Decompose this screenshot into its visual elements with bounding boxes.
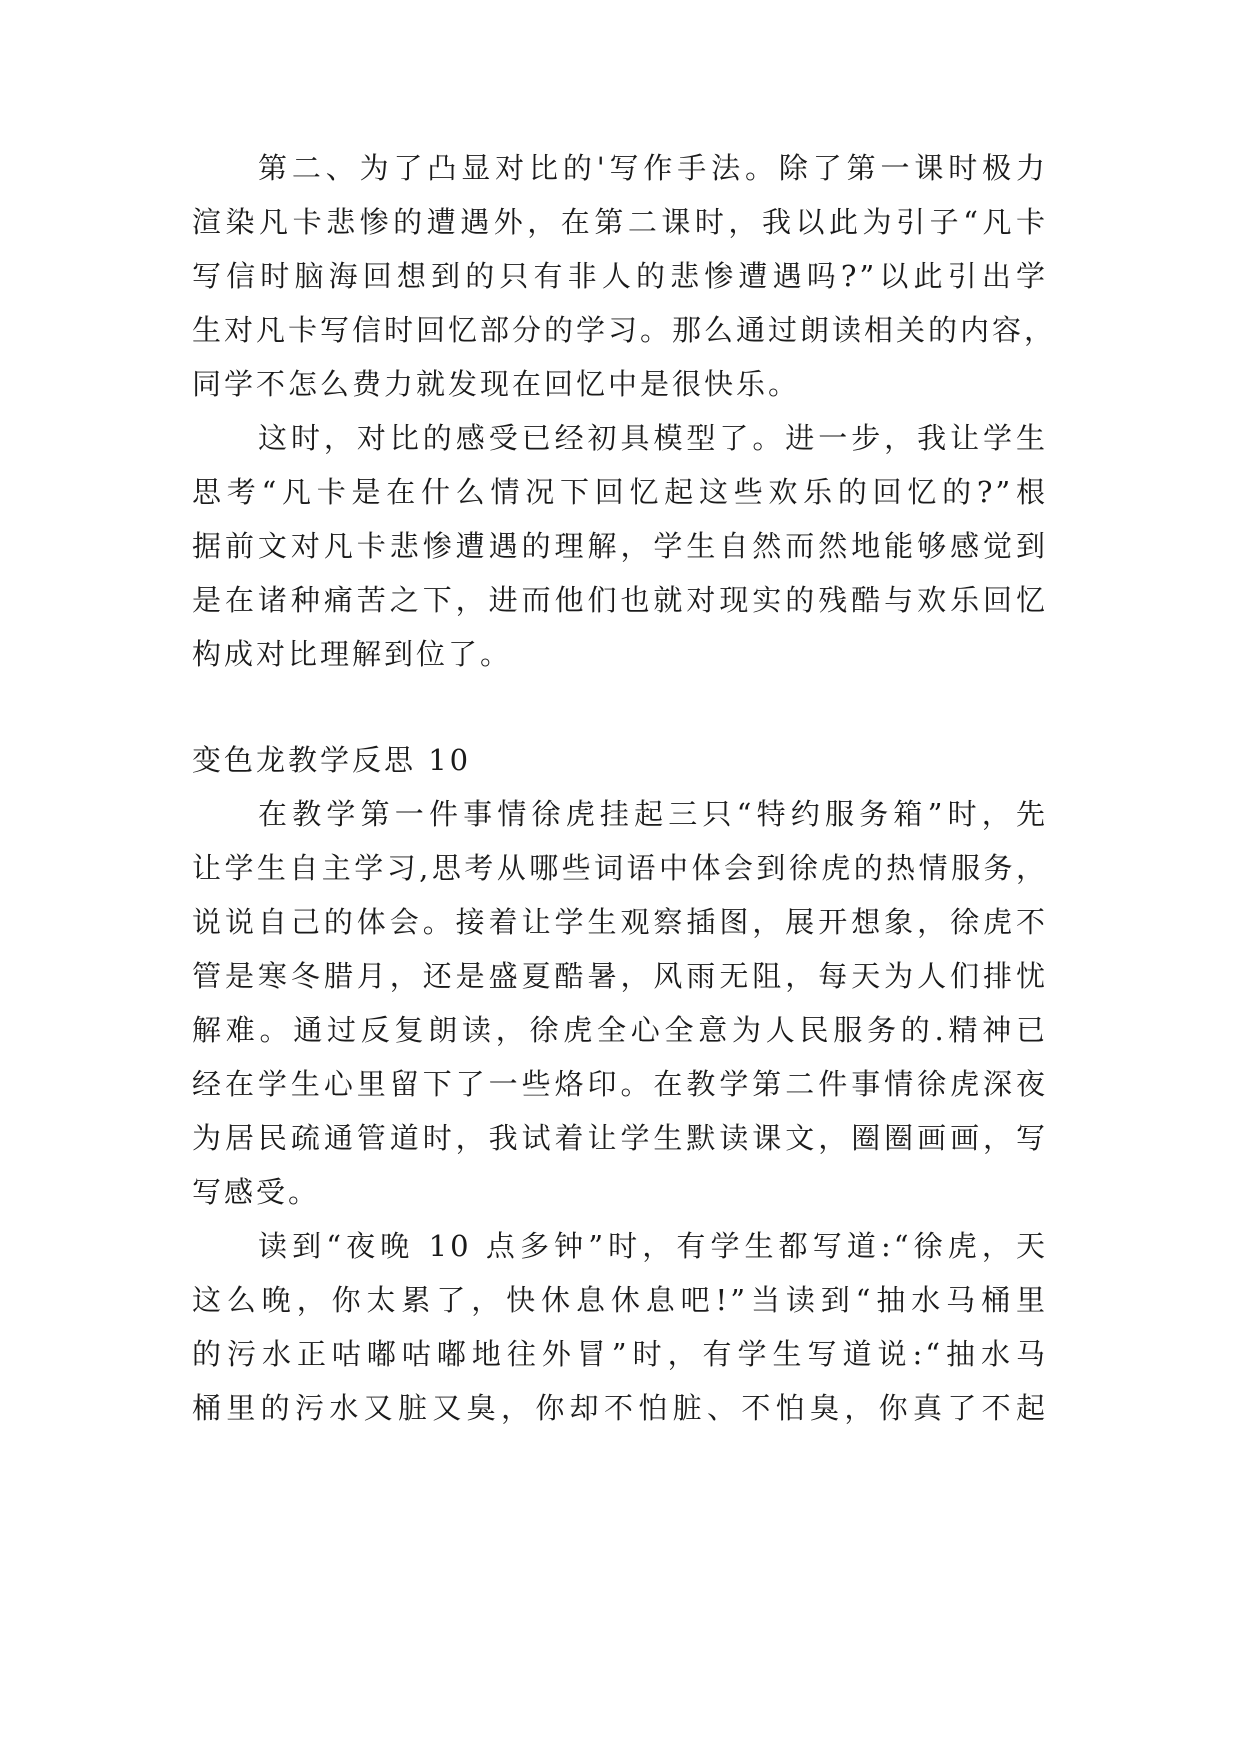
paragraph-2-line-1: 这时，对比的感受已经初具模型了。进一步，我让学生 xyxy=(258,421,1048,455)
paragraph-1-line-2: 渲染凡卡悲惨的遭遇外，在第二课时，我以此为引子“凡卡 xyxy=(192,205,1048,239)
paragraph-3-line-3: 说说自己的体会。接着让学生观察插图，展开想象，徐虎不 xyxy=(192,905,1048,939)
paragraph-4-line-2: 这么晚，你太累了，快休息休息吧!”当读到“抽水马桶里 xyxy=(192,1283,1048,1317)
paragraph-1-line-5: 同学不怎么费力就发现在回忆中是很快乐。 xyxy=(192,367,801,401)
paragraph-3-line-8: 写感受。 xyxy=(192,1175,321,1209)
paragraph-3-line-2: 让学生自主学习,思考从哪些词语中体会到徐虎的热情服务， xyxy=(192,851,1048,885)
paragraph-2-line-2: 思考“凡卡是在什么情况下回忆起这些欢乐的回忆的?”根 xyxy=(192,475,1048,509)
paragraph-1-line-1: 第二、为了凸显对比的'写作手法。除了第一课时极力 xyxy=(258,151,1048,185)
paragraph-3-line-6: 经在学生心里留下了一些烙印。在教学第二件事情徐虎深夜 xyxy=(192,1067,1048,1101)
paragraph-1-line-4: 生对凡卡写信时回忆部分的学习。那么通过朗读相关的内容， xyxy=(192,313,1057,347)
paragraph-4-line-1: 读到“夜晚 10 点多钟”时，有学生都写道:“徐虎，天 xyxy=(258,1229,1048,1263)
section-title: 变色龙教学反思 10 xyxy=(192,743,472,777)
paragraph-4-line-4: 桶里的污水又脏又臭，你却不怕脏、不怕臭，你真了不起 xyxy=(192,1391,1048,1425)
paragraph-3-line-1: 在教学第一件事情徐虎挂起三只“特约服务箱”时，先 xyxy=(258,797,1048,831)
paragraph-3-line-7: 为居民疏通管道时，我试着让学生默读课文，圈圈画画，写 xyxy=(192,1121,1048,1155)
paragraph-2-line-4: 是在诸种痛苦之下，进而他们也就对现实的残酷与欢乐回忆 xyxy=(192,583,1048,617)
paragraph-2-line-5: 构成对比理解到位了。 xyxy=(192,637,513,671)
paragraph-3-line-4: 管是寒冬腊月，还是盛夏酷暑，风雨无阻，每天为人们排忧 xyxy=(192,959,1048,993)
paragraph-1-line-3: 写信时脑海回想到的只有非人的悲惨遭遇吗?”以此引出学 xyxy=(192,259,1048,293)
paragraph-3-line-5: 解难。通过反复朗读，徐虎全心全意为人民服务的.精神已 xyxy=(192,1013,1048,1047)
paragraph-4-line-3: 的污水正咕嘟咕嘟地往外冒”时，有学生写道说:“抽水马 xyxy=(192,1337,1048,1371)
paragraph-2-line-3: 据前文对凡卡悲惨遭遇的理解，学生自然而然地能够感觉到 xyxy=(192,529,1048,563)
